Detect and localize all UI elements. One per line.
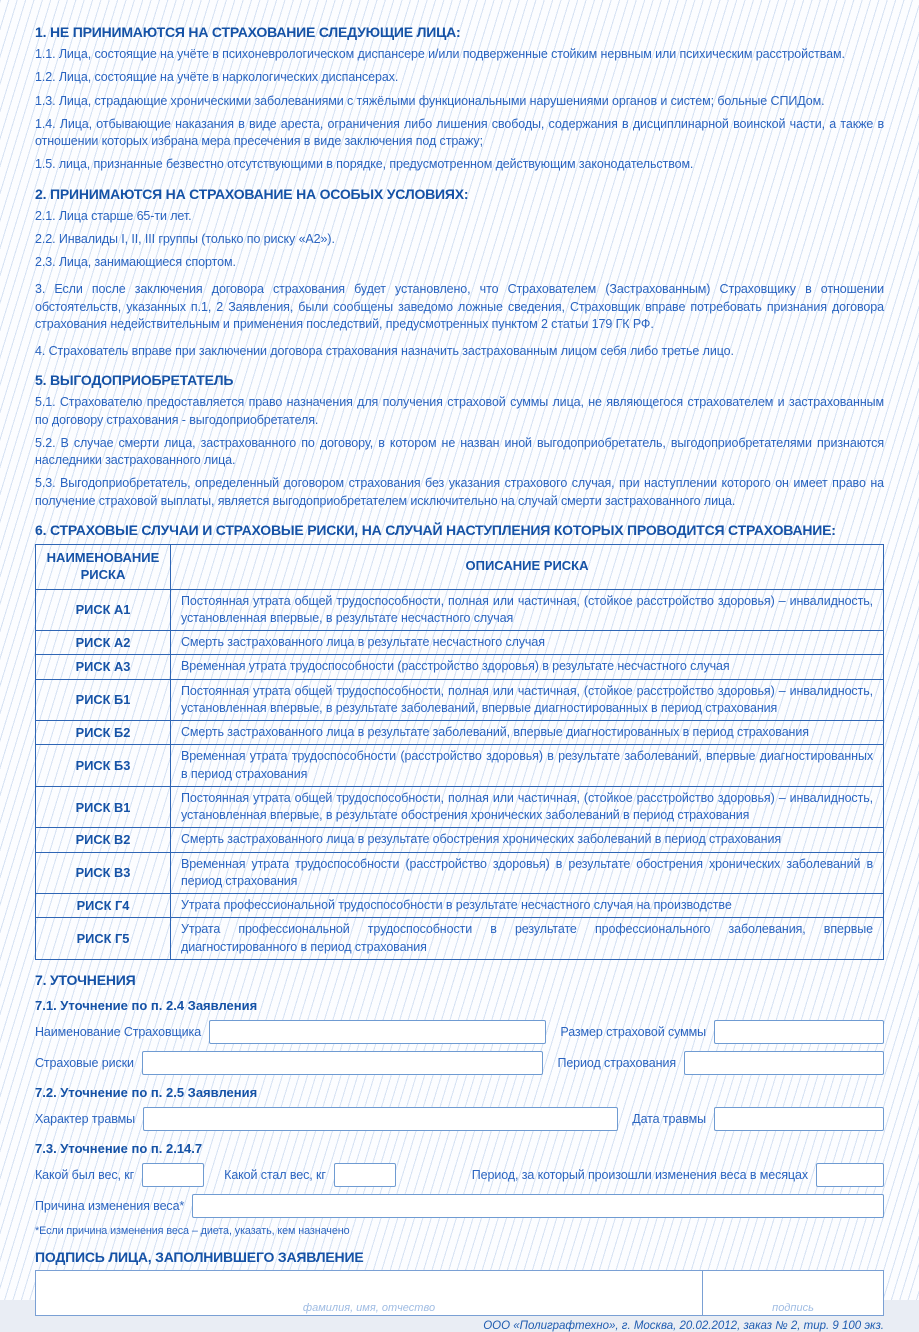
subsection-7-1-title: 7.1. Уточнение по п. 2.4 Заявления bbox=[35, 997, 258, 1013]
table-row bbox=[36, 721, 884, 745]
section-7-title: 7. УТОЧНЕНИЯ bbox=[35, 971, 136, 988]
table-row bbox=[36, 745, 884, 787]
table-row bbox=[36, 894, 884, 918]
risk-name-header: НАИМЕНОВАНИЕ РИСКА bbox=[36, 544, 171, 589]
insurance-period-input[interactable] bbox=[684, 1051, 884, 1075]
table-row bbox=[36, 655, 884, 679]
table-row bbox=[36, 589, 884, 631]
clause-1-3: 1.3. Лица, страдающие хроническими заболеваниями с тяжёлыми функциональными нарушениями органов и систем; больные СПИДом. bbox=[35, 93, 825, 108]
table-row bbox=[36, 918, 884, 960]
insurer-name-input[interactable] bbox=[209, 1020, 546, 1044]
weight-change-reason-input[interactable] bbox=[192, 1194, 884, 1218]
risk-desc-cell: Временная утрата трудоспособности (расстройство здоровья) в результате заболеваний, впервые диагностированных в период страхования bbox=[171, 745, 884, 787]
clause-2-3: 2.3. Лица, занимающиеся спортом. bbox=[35, 255, 236, 269]
insurer-name-label: Наименование Страховщика bbox=[35, 1024, 202, 1039]
signature-box bbox=[35, 1270, 884, 1316]
risk-name-cell: РИСК А2 bbox=[36, 631, 171, 655]
risk-table-header-row bbox=[36, 544, 884, 589]
clause-1-1: 1.1. Лица, состоящие на учёте в психоневрологическом диспансере и/или подверженные стойким нервным или психическим расстройствам. bbox=[35, 47, 845, 61]
form-group-injury-date bbox=[632, 1107, 884, 1131]
risk-desc-cell: Смерть застрахованного лица в результате обострения хронических заболеваний в период страхования bbox=[171, 828, 884, 852]
form-group-period bbox=[557, 1051, 884, 1075]
injury-nature-input[interactable] bbox=[143, 1107, 618, 1131]
insurance-risks-label: Страховые риски bbox=[35, 1055, 134, 1070]
risk-name-cell: РИСК В1 bbox=[36, 786, 171, 828]
risk-name-cell: РИСК В2 bbox=[36, 828, 171, 852]
weight-after-label: Какой стал вес, кг bbox=[224, 1167, 326, 1182]
weight-after-input[interactable] bbox=[334, 1163, 396, 1187]
risk-desc-cell: Временная утрата трудоспособности (расстройство здоровья) в результате несчастного случая bbox=[171, 655, 884, 679]
clause-5-2: 5.2. В случае смерти лица, застрахованного по договору, в котором не назван иной выгодоприобретатель, выгодоприобретателями признаются наследники застрахованного лица. bbox=[35, 435, 884, 467]
risk-name-cell: РИСК А3 bbox=[36, 655, 171, 679]
insurance-period-label: Период страхования bbox=[557, 1055, 676, 1070]
table-row bbox=[36, 631, 884, 655]
signature-placeholder: подпись bbox=[772, 1301, 814, 1314]
insured-sum-label: Размер страховой суммы bbox=[560, 1024, 706, 1039]
risk-desc-cell: Смерть застрахованного лица в результате заболеваний, впервые диагностированных в период страхования bbox=[171, 721, 884, 745]
risk-name-cell: РИСК Б2 bbox=[36, 721, 171, 745]
clause-1-5: 1.5. лица, признанные безвестно отсутствующими в порядке, предусмотренном действующим законодательством. bbox=[35, 157, 694, 172]
risk-desc-cell: Утрата профессиональной трудоспособности в результате несчастного случая на производстве bbox=[171, 894, 884, 918]
risk-desc-cell: Утрата профессиональной трудоспособности в результате профессионального заболевания, впервые диагностированного в период страхования bbox=[171, 918, 884, 960]
weight-change-period-input[interactable] bbox=[816, 1163, 884, 1187]
weight-before-label: Какой был вес, кг bbox=[35, 1167, 135, 1182]
clause-1-4: 1.4. Лица, отбывающие наказания в виде ареста, ограничения либо лишения свободы, содержания в дисциплинарной воинской части, а также в отношении которых избрана мера пресечения в виде заключения под стражу; bbox=[35, 116, 884, 148]
risk-desc-cell: Временная утрата трудоспособности (расстройство здоровья) в результате обострения хронических заболеваний в период страхования bbox=[171, 852, 884, 894]
signature-field[interactable] bbox=[702, 1271, 883, 1315]
risk-name-cell: РИСК Г4 bbox=[36, 894, 171, 918]
clause-4-paragraph: 4. Страхователь вправе при заключении договора страхования назначить застрахованным лицом себя либо третье лицо. bbox=[35, 344, 734, 358]
form-row-weight bbox=[35, 1163, 884, 1187]
weight-before-input[interactable] bbox=[142, 1163, 204, 1187]
clause-3-paragraph: 3. Если после заключения договора страхования будет установлено, что Страхователем (Застрахованным) Страховщику в отношении обстоятельств, указанных п.1, 2 Заявления, были сообщены заведомо ложные сведения, Страховщик вправе потребовать признания договора страхования недействительным и применения последствий, предусмотренных пунктом 2 статьи 179 ГК РФ. bbox=[35, 282, 884, 331]
table-row bbox=[36, 852, 884, 894]
risk-desc-cell: Постоянная утрата общей трудоспособности, полная или частичная, (стойкое расстройство здоровья) – инвалидность, установленная впервые, в результате заболеваний, впервые диагностированных в период страхования bbox=[171, 679, 884, 721]
risk-name-cell: РИСК А1 bbox=[36, 589, 171, 631]
weight-footnote: *Если причина изменения веса – диета, указать, кем назначено bbox=[35, 1224, 350, 1237]
weight-change-period-label: Период, за который произошли изменения веса в месяцах bbox=[471, 1167, 808, 1182]
risk-name-cell: РИСК Б3 bbox=[36, 745, 171, 787]
signature-section-title: ПОДПИСЬ ЛИЦА, ЗАПОЛНИВШЕГО ЗАЯВЛЕНИЕ bbox=[35, 1248, 364, 1265]
clause-1-2: 1.2. Лица, состоящие на учёте в наркологических диспансерах. bbox=[35, 70, 399, 85]
form-row-risks bbox=[35, 1051, 884, 1075]
table-row bbox=[36, 679, 884, 721]
risk-desc-cell: Постоянная утрата общей трудоспособности, полная или частичная, (стойкое расстройство здоровья) – инвалидность, установленная впервые, в результате несчастного случая bbox=[171, 589, 884, 631]
form-row-insurer bbox=[35, 1020, 884, 1044]
section-1-title: 1. НЕ ПРИНИМАЮТСЯ НА СТРАХОВАНИЕ СЛЕДУЮЩИЕ ЛИЦА: bbox=[35, 24, 461, 40]
form-group-sum bbox=[560, 1020, 884, 1044]
risk-name-cell: РИСК Б1 bbox=[36, 679, 171, 721]
clause-2-2: 2.2. Инвалиды I, II, III группы (только по риску «А2»). bbox=[35, 231, 335, 246]
form-row-injury bbox=[35, 1107, 884, 1131]
form-row-weight-reason bbox=[35, 1194, 884, 1218]
section-6-title: 6. СТРАХОВЫЕ СЛУЧАИ И СТРАХОВЫЕ РИСКИ, НА СЛУЧАЙ НАСТУПЛЕНИЯ КОТОРЫХ ПРОВОДИТСЯ СТРАХОВАНИЕ: bbox=[35, 521, 836, 538]
risk-desc-cell: Смерть застрахованного лица в результате несчастного случая bbox=[171, 631, 884, 655]
table-row bbox=[36, 828, 884, 852]
clause-5-3: 5.3. Выгодоприобретатель, определенный договором страхования без указания страхового случая, при наступлении которого он имеет право на получение страховой выплаты, является выгодоприобретателем исключительно на случай смерти застрахованного лица. bbox=[35, 476, 884, 508]
insurance-risks-input[interactable] bbox=[142, 1051, 544, 1075]
injury-date-input[interactable] bbox=[714, 1107, 884, 1131]
injury-date-label: Дата травмы bbox=[632, 1111, 706, 1126]
clause-2-1: 2.1. Лица старше 65-ти лет. bbox=[35, 208, 192, 223]
weight-change-reason-label: Причина изменения веса* bbox=[35, 1198, 185, 1213]
risk-name-cell: РИСК В3 bbox=[36, 852, 171, 894]
risk-name-cell: РИСК Г5 bbox=[36, 918, 171, 960]
injury-nature-label: Характер травмы bbox=[35, 1111, 135, 1126]
print-shop-footer: ООО «Полиграфтехно», г. Москва, 20.02.2012, заказ № 2, тир. 9 100 экз. bbox=[483, 1319, 884, 1332]
risk-desc-header: ОПИСАНИЕ РИСКА bbox=[171, 544, 884, 589]
subsection-7-3-title: 7.3. Уточнение по п. 2.14.7 bbox=[35, 1140, 203, 1156]
insured-sum-input[interactable] bbox=[714, 1020, 884, 1044]
table-row bbox=[36, 786, 884, 828]
risk-table bbox=[35, 544, 884, 960]
subsection-7-2-title: 7.2. Уточнение по п. 2.5 Заявления bbox=[35, 1084, 258, 1100]
fullname-field[interactable] bbox=[36, 1271, 702, 1315]
clause-5-1: 5.1. Страхователю предоставляется право назначения для получения страховой суммы лица, не являющегося страхователем и застрахованным по договору страхования - выгодоприобретателя. bbox=[35, 395, 884, 427]
section-5-title: 5. ВЫГОДОПРИОБРЕТАТЕЛЬ bbox=[35, 372, 234, 389]
section-2-title: 2. ПРИНИМАЮТСЯ НА СТРАХОВАНИЕ НА ОСОБЫХ УСЛОВИЯХ: bbox=[35, 185, 469, 202]
fullname-placeholder: фамилия, имя, отчество bbox=[302, 1301, 436, 1314]
risk-desc-cell: Постоянная утрата общей трудоспособности, полная или частичная, (стойкое расстройство здоровья) – инвалидность, установленная впервые, в результате обострения хронических заболеваний в период страхования bbox=[171, 786, 884, 828]
